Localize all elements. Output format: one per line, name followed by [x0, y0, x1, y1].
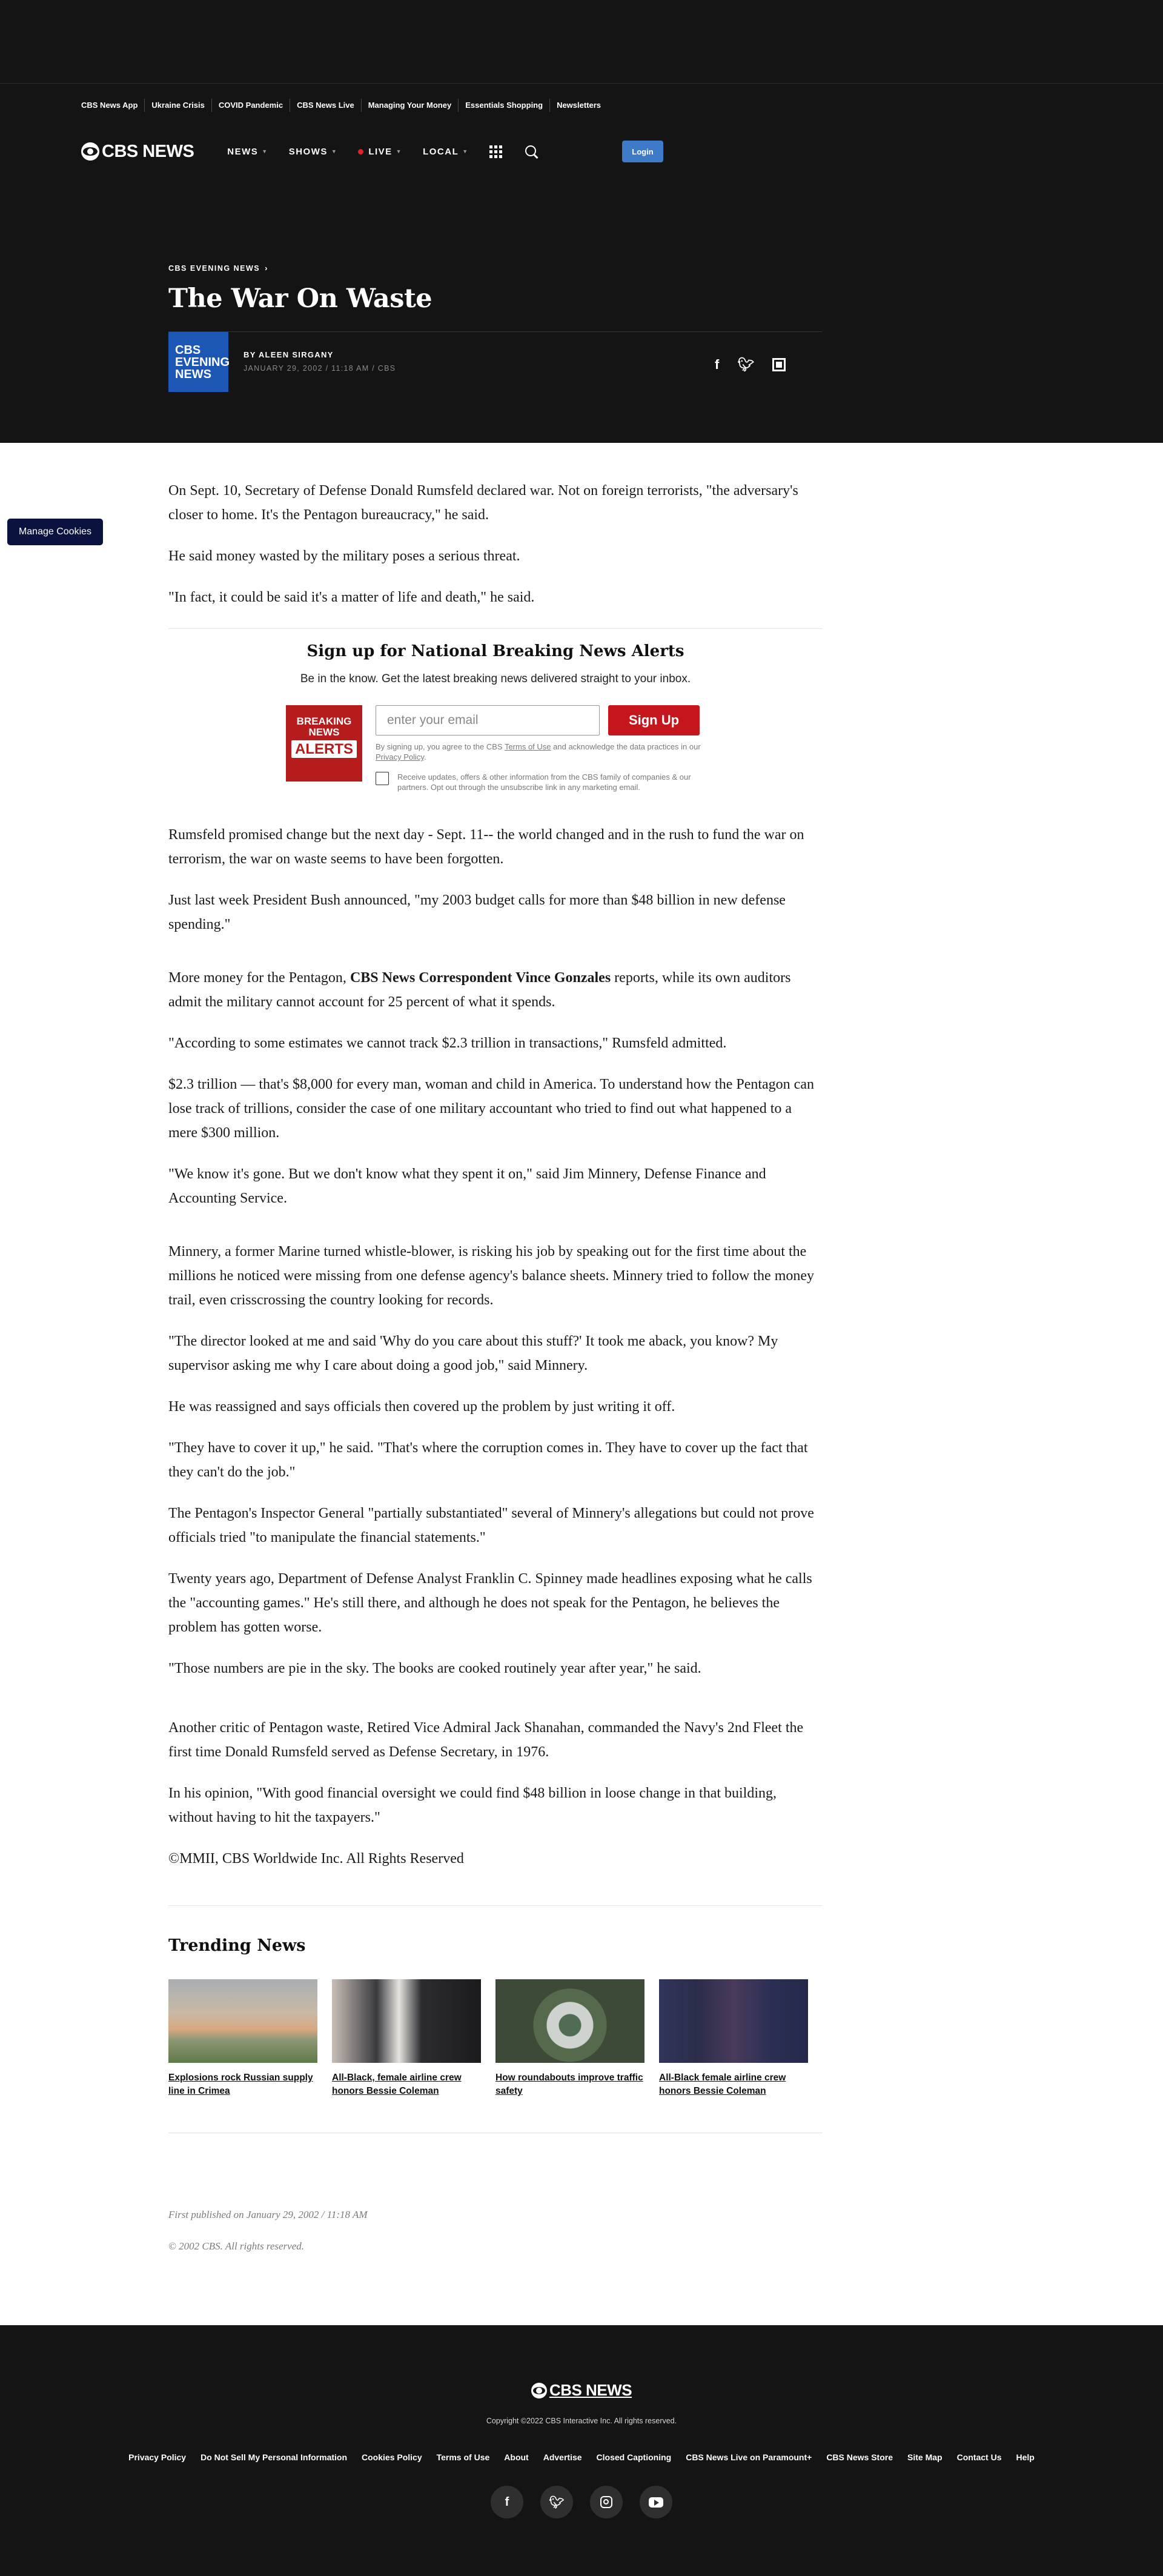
checkbox-label: Receive updates, offers & other information from the CBS family of companies & our partners. Opt out through the unsubscribe link in any marketing email.: [397, 772, 691, 792]
youtube-icon[interactable]: [640, 2486, 672, 2518]
divider: [168, 331, 823, 332]
nav-shows-label: SHOWS: [288, 146, 328, 157]
article-paragraph: On Sept. 10, Secretary of Defense Donald Rumsfeld declared war. Not on foreign terrorists, "the adversary's closer to home. It's the Pentagon bureaucracy," he said.: [168, 483, 798, 523]
topnav-essentials-shopping[interactable]: Essentials Shopping: [459, 99, 550, 112]
dateline: JANUARY 29, 2002 / 11:18 AM / CBS: [244, 364, 396, 373]
cbs-eye-icon: [81, 142, 99, 161]
topnav-cbs-news-live[interactable]: CBS News Live: [290, 99, 362, 112]
social-links: [0, 2486, 1163, 2518]
footer-cbs-news-logo[interactable]: [0, 2381, 1163, 2400]
logo-line: EVENING: [175, 355, 230, 369]
chevron-down-icon: ▼: [396, 148, 403, 154]
article-paragraph: He was reassigned and says officials then covered up the problem by just writing it off.: [168, 1399, 675, 1415]
twitter-icon[interactable]: 🐦︎: [540, 2486, 573, 2518]
trending-headline: All-Black female airline crew honors Bessie Coleman: [659, 2073, 786, 2096]
author-byline: BY ALEEN SIRGANY: [244, 350, 334, 359]
article-paragraph: In his opinion, "With good financial oversight we could find $48 billion in loose change in that building, without having to hit the taxpayers.": [168, 1785, 777, 1825]
share-buttons: [715, 357, 786, 372]
first-published: First published on January 29, 2002 / 11:18 AM: [168, 2209, 368, 2220]
article-paragraph: "We know it's gone. But we don't know what they spent it on," said Jim Minnery, Defense Finance and Accounting Service.: [168, 1166, 766, 1206]
footer-link-site-map[interactable]: Site Map: [907, 2452, 943, 2462]
trending-thumbnail: [495, 1979, 644, 2063]
site-header: [0, 0, 1163, 443]
nav-local[interactable]: [423, 147, 469, 157]
marketing-opt-in-checkbox[interactable]: [376, 772, 389, 785]
nav-live[interactable]: [358, 147, 402, 157]
top-navigation: [81, 99, 608, 112]
logo-line: ALERTS: [291, 740, 357, 758]
article-paragraph: "Those numbers are pie in the sky. The books are cooked routinely year after year," he said.: [168, 1661, 701, 1676]
footer-link-cookies-policy[interactable]: Cookies Policy: [362, 2452, 422, 2462]
grid-menu-icon[interactable]: [489, 145, 502, 158]
article-copyright: © 2002 CBS. All rights reserved.: [168, 2240, 304, 2252]
article-paragraph: "The director looked at me and said 'Why do you care about this stuff?' It took me aback, you know? My supervisor asking me why I care about doing a good job," said Minnery.: [168, 1333, 778, 1373]
live-dot-icon: [358, 149, 363, 154]
paragraph-text: reports, while its own auditors admit the military cannot account for 25 percent of what it spends.: [168, 970, 791, 1010]
cbs-news-logo[interactable]: [81, 142, 194, 162]
nav-shows[interactable]: [289, 147, 338, 157]
footer-link-terms-of-use[interactable]: Terms of Use: [436, 2452, 490, 2462]
logo-line: CBS: [175, 343, 201, 357]
article-paragraph: Rumsfeld promised change but the next day - Sept. 11-- the world changed and in the rush to fund the war on terrorism, the war on waste seems to have been forgotten.: [168, 827, 804, 867]
footer-link-about[interactable]: About: [504, 2452, 529, 2462]
article-paragraph: Just last week President Bush announced, "my 2003 budget calls for more than $48 billion in new defense spending.": [168, 892, 786, 932]
search-icon[interactable]: [524, 144, 538, 159]
nav-local-label: LOCAL: [423, 146, 459, 157]
breaking-news-alerts-logo: [286, 705, 362, 782]
privacy-policy-link[interactable]: Privacy Policy: [376, 752, 424, 762]
footer-links: [0, 2452, 1163, 2462]
article-paragraph: Another critic of Pentagon waste, Retired Vice Admiral Jack Shanahan, commanded the Navy's 2nd Fleet the first time Donald Rumsfeld served as Defense Secretary, in 1976.: [168, 1720, 804, 1760]
cbs-evening-news-logo: [168, 332, 228, 392]
signup-disclaimer: [376, 742, 703, 762]
footer-link-closed-captioning[interactable]: Closed Captioning: [596, 2452, 672, 2462]
instagram-icon[interactable]: [590, 2486, 623, 2518]
trending-thumbnail: [168, 1979, 317, 2063]
section-links: [227, 144, 538, 159]
article-paragraph: [168, 966, 823, 1014]
footer-link-contact-us[interactable]: Contact Us: [956, 2452, 1002, 2462]
disclaimer-text: .: [423, 752, 426, 762]
page-title: The War On Waste: [168, 284, 432, 314]
chevron-right-icon: ›: [265, 264, 268, 273]
breadcrumb[interactable]: [168, 264, 268, 273]
copyright-line: ©MMII, CBS Worldwide Inc. All Rights Reserved: [168, 1851, 464, 1867]
footer-link-paramount[interactable]: CBS News Live on Paramount+: [686, 2452, 812, 2462]
divider: [168, 1905, 823, 1906]
topnav-ukraine-crisis[interactable]: Ukraine Crisis: [145, 99, 211, 112]
signup-subtitle: Be in the know. Get the latest breaking news delivered straight to your inbox.: [300, 672, 691, 685]
article-paragraph: "They have to cover it up," he said. "That's where the corruption comes in. They have to cover up the fact that they can't do the job.": [168, 1440, 808, 1480]
chevron-down-icon: ▼: [462, 148, 469, 154]
footer-copyright: Copyright ©2022 CBS Interactive Inc. All rights reserved.: [486, 2417, 677, 2425]
nav-news[interactable]: [227, 147, 268, 157]
breadcrumb-label: CBS EVENING NEWS: [168, 264, 260, 273]
site-footer: [0, 2325, 1163, 2576]
signup-title: Sign up for National Breaking News Alerts: [306, 642, 684, 660]
article-paragraph: Twenty years ago, Department of Defense Analyst Franklin C. Spinney made headlines exposing what he calls the "accounting games." He's still there, and although he does not speak for the Pentagon, he believes the problem has gotten worse.: [168, 1571, 812, 1635]
topnav-cbs-news-app[interactable]: CBS News App: [81, 99, 145, 112]
trending-card[interactable]: [332, 1979, 481, 2098]
chevron-down-icon: ▼: [331, 148, 338, 154]
flipboard-icon[interactable]: [772, 358, 786, 371]
trending-headline: All-Black, female airline crew honors Bessie Coleman: [332, 2073, 462, 2096]
manage-cookies-button[interactable]: Manage Cookies: [7, 519, 103, 545]
login-button[interactable]: Login: [622, 141, 663, 162]
disclaimer-text: and acknowledge the data practices in our: [551, 742, 701, 751]
footer-link-store[interactable]: CBS News Store: [826, 2452, 893, 2462]
twitter-icon[interactable]: 🐦︎: [737, 357, 755, 372]
article-paragraph: "In fact, it could be said it's a matter of life and death," he said.: [168, 589, 535, 605]
article-paragraph: "According to some estimates we cannot track $2.3 trillion in transactions," Rumsfeld admitted.: [168, 1035, 727, 1051]
facebook-icon[interactable]: f: [715, 357, 720, 372]
newsletter-signup: [168, 628, 823, 796]
footer-link-privacy-policy[interactable]: Privacy Policy: [128, 2452, 187, 2462]
article-paragraph: The Pentagon's Inspector General "partially substantiated" several of Minnery's allegations but could not prove officials tried "to manipulate the financial statements.": [168, 1505, 814, 1545]
topnav-newsletters[interactable]: Newsletters: [557, 101, 601, 110]
facebook-icon[interactable]: f: [491, 2486, 523, 2518]
logo-line: BREAKING: [296, 715, 352, 727]
trending-title: Trending News: [168, 1936, 306, 1955]
logo-wordmark: CBS NEWS: [549, 2381, 632, 2399]
footer-link-advertise[interactable]: Advertise: [543, 2452, 582, 2462]
logo-wordmark: CBS NEWS: [102, 141, 194, 161]
logo-line: NEWS: [308, 726, 340, 738]
chevron-down-icon: ▼: [262, 148, 268, 154]
email-field[interactable]: [376, 705, 600, 735]
cbs-eye-icon: [531, 2383, 547, 2398]
topnav-covid-pandemic[interactable]: COVID Pandemic: [212, 99, 290, 112]
article-paragraph: $2.3 trillion — that's $8,000 for every man, woman and child in America. To understand how the Pentagon can lose track of trillions, consider the case of one military accountant who tried to find out what happened to a mere $300 million.: [168, 1077, 814, 1141]
terms-of-use-link[interactable]: Terms of Use: [504, 742, 551, 751]
trending-headline: Explosions rock Russian supply line in Crimea: [168, 2073, 313, 2096]
trending-card[interactable]: [659, 1979, 808, 2098]
trending-headline: How roundabouts improve traffic safety: [495, 2073, 643, 2096]
sign-up-button[interactable]: Sign Up: [608, 705, 700, 735]
article-paragraph: Minnery, a former Marine turned whistle-blower, is risking his job by speaking out for the first time about the millions he noticed were missing from one defense agency's balance sheets. Minnery tried to follow the money trail, even crisscrossing the country looking for records.: [168, 1244, 815, 1308]
trending-card[interactable]: [495, 1979, 644, 2098]
trending-thumbnail: [659, 1979, 808, 2063]
nav-live-label: LIVE: [368, 146, 393, 157]
topnav-managing-your-money[interactable]: Managing Your Money: [362, 99, 459, 112]
correspondent-name: CBS News Correspondent Vince Gonzales: [350, 970, 611, 986]
footer-link-do-not-sell[interactable]: Do Not Sell My Personal Information: [200, 2452, 348, 2462]
disclaimer-text: By signing up, you agree to the CBS: [376, 742, 505, 751]
footer-link-help[interactable]: Help: [1016, 2452, 1035, 2462]
paragraph-text: More money for the Pentagon,: [168, 970, 350, 986]
logo-line: NEWS: [175, 367, 211, 381]
article-paragraph: He said money wasted by the military poses a serious threat.: [168, 548, 520, 564]
nav-news-label: NEWS: [227, 146, 259, 157]
ad-banner-area: [0, 0, 1163, 84]
trending-card[interactable]: [168, 1979, 317, 2098]
main-navigation: [81, 141, 663, 162]
trending-thumbnail: [332, 1979, 481, 2063]
